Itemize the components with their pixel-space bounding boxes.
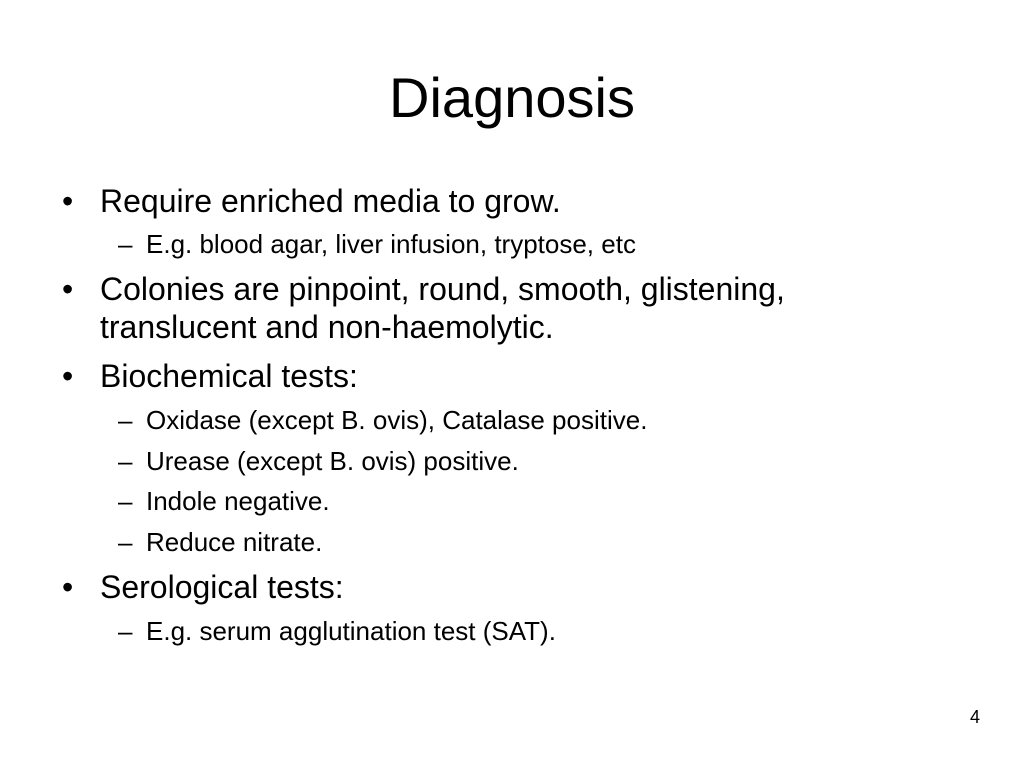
sub-bullet-marker: – [118,229,133,259]
sub-bullet-text: Oxidase (except B. ovis), Catalase positive. [146,405,648,435]
bullet-marker: • [62,271,74,307]
bullet-text: Colonies are pinpoint, round, smooth, glistening, [100,271,785,307]
sub-bullet-text: Reduce nitrate. [146,527,323,557]
sub-bullet-marker: – [118,446,133,476]
sub-bullet-text: Urease (except B. ovis) positive. [146,446,519,476]
bullet-marker: • [62,358,74,394]
bullet-text: Biochemical tests: [100,358,358,394]
bullet-marker: • [62,569,74,605]
bullet-text: translucent and non-haemolytic. [100,309,554,345]
sub-bullet-marker: – [118,405,133,435]
bullet-text: Require enriched media to grow. [100,183,561,219]
sub-bullet-text: E.g. serum agglutination test (SAT). [146,616,556,646]
bullet-text: Serological tests: [100,569,344,605]
bullet-marker: • [62,183,74,219]
slide-number: 4 [969,707,980,727]
sub-bullet-marker: – [118,616,133,646]
sub-bullet-text: Indole negative. [146,486,330,516]
sub-bullet-text: E.g. blood agar, liver infusion, tryptose, etc [146,229,636,259]
slide-title: Diagnosis [389,66,635,129]
sub-bullet-marker: – [118,527,133,557]
sub-bullet-marker: – [118,486,133,516]
